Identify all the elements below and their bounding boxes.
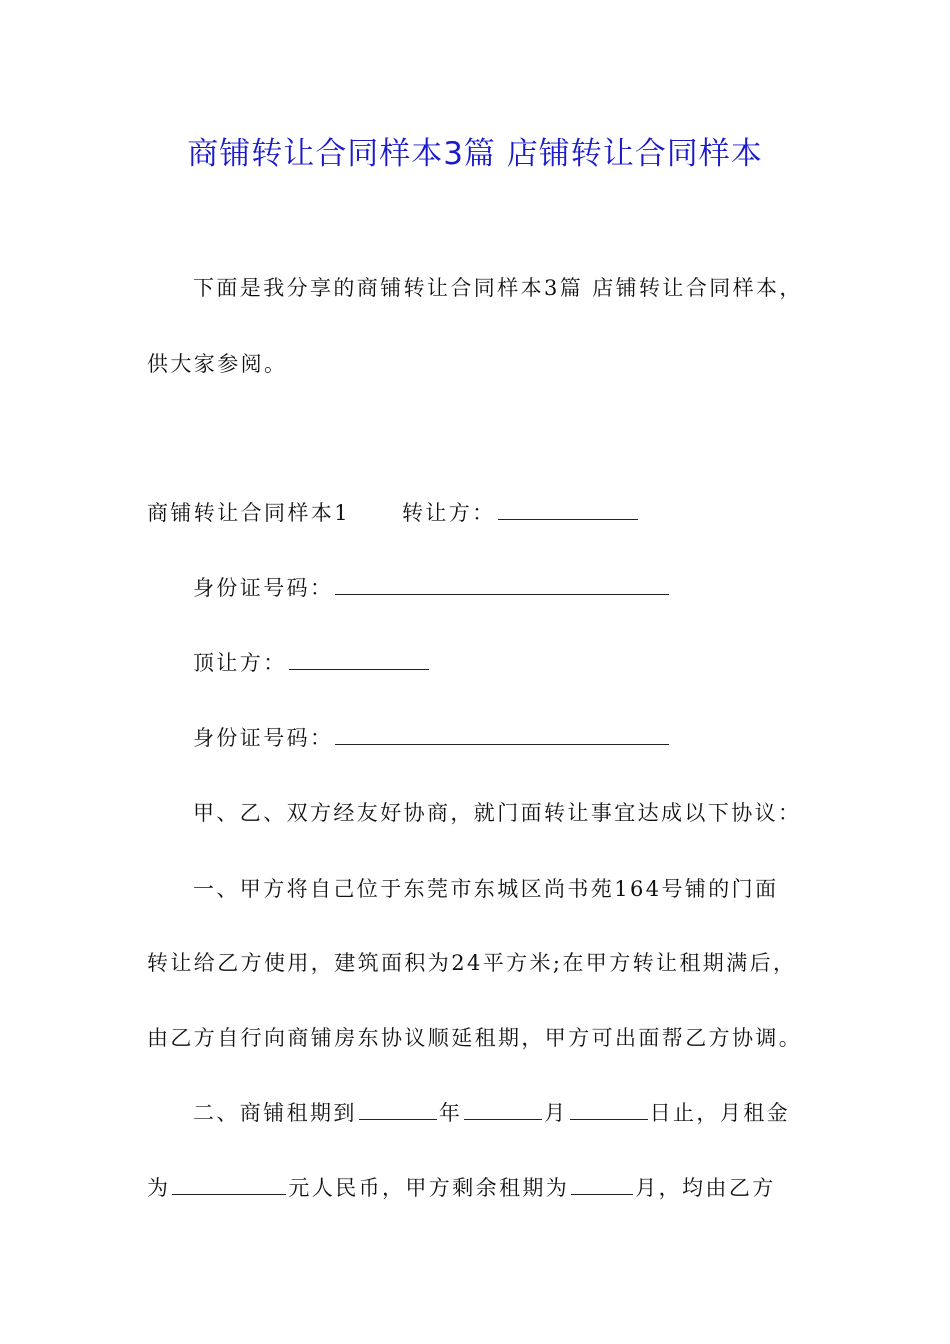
lease-day-blank <box>570 1099 648 1120</box>
lease-month-blank <box>464 1099 542 1120</box>
agreement-intro: 甲、乙、双方经友好协商，就门面转让事宜达成以下协议： <box>193 801 802 825</box>
lease-year-blank <box>359 1099 437 1120</box>
clause2-text-d: 元人民币，甲方剩余租期为 <box>288 1176 570 1200</box>
sample1-heading: 商铺转让合同样本1 <box>147 501 350 525</box>
clause1-line-3: 由乙方自行向商铺房东协议顺延租期，甲方可出面帮乙方协调。 <box>147 1026 803 1050</box>
id-number-row-2 <box>193 722 671 752</box>
transferor-blank <box>498 499 638 520</box>
clause2-text-b: 日止，月租金 <box>649 1101 791 1125</box>
clause2-text-year: 年 <box>438 1101 463 1125</box>
remaining-months-blank <box>571 1174 633 1195</box>
clause1-line-1: 一、甲方将自己位于东莞市东城区尚书苑164号铺的门面 <box>193 877 779 901</box>
id-number-label-1: 身份证号码： <box>193 576 334 600</box>
intro-line-2: 供大家参阅。 <box>147 352 288 376</box>
id-number-blank-2 <box>335 724 669 745</box>
monthly-rent-blank <box>172 1174 286 1195</box>
transferee-row <box>193 647 431 677</box>
document-title: 商铺转让合同样本3篇 店铺转让合同样本 <box>187 136 763 172</box>
id-number-blank-1 <box>335 574 669 595</box>
clause2-text-month: 月 <box>544 1101 568 1125</box>
clause2-text-e: 月，均由乙方 <box>635 1176 776 1200</box>
clause2-line-2 <box>147 1172 776 1202</box>
clause2-text-c: 为 <box>147 1176 171 1200</box>
clause2-line-1 <box>193 1097 790 1127</box>
transferee-label: 顶让方： <box>193 651 287 675</box>
id-number-label-2: 身份证号码： <box>193 726 334 750</box>
sample1-heading-row <box>147 497 640 527</box>
transferor-label: 转让方： <box>401 501 496 525</box>
id-number-row-1 <box>193 572 671 602</box>
intro-line-1: 下面是我分享的商铺转让合同样本3篇 店铺转让合同样本， <box>193 276 803 300</box>
clause2-text-a: 二、商铺租期到 <box>193 1101 357 1125</box>
transferee-blank <box>289 649 429 670</box>
clause1-line-2: 转让给乙方使用，建筑面积为24平方米;在甲方转让租期满后， <box>147 951 797 975</box>
